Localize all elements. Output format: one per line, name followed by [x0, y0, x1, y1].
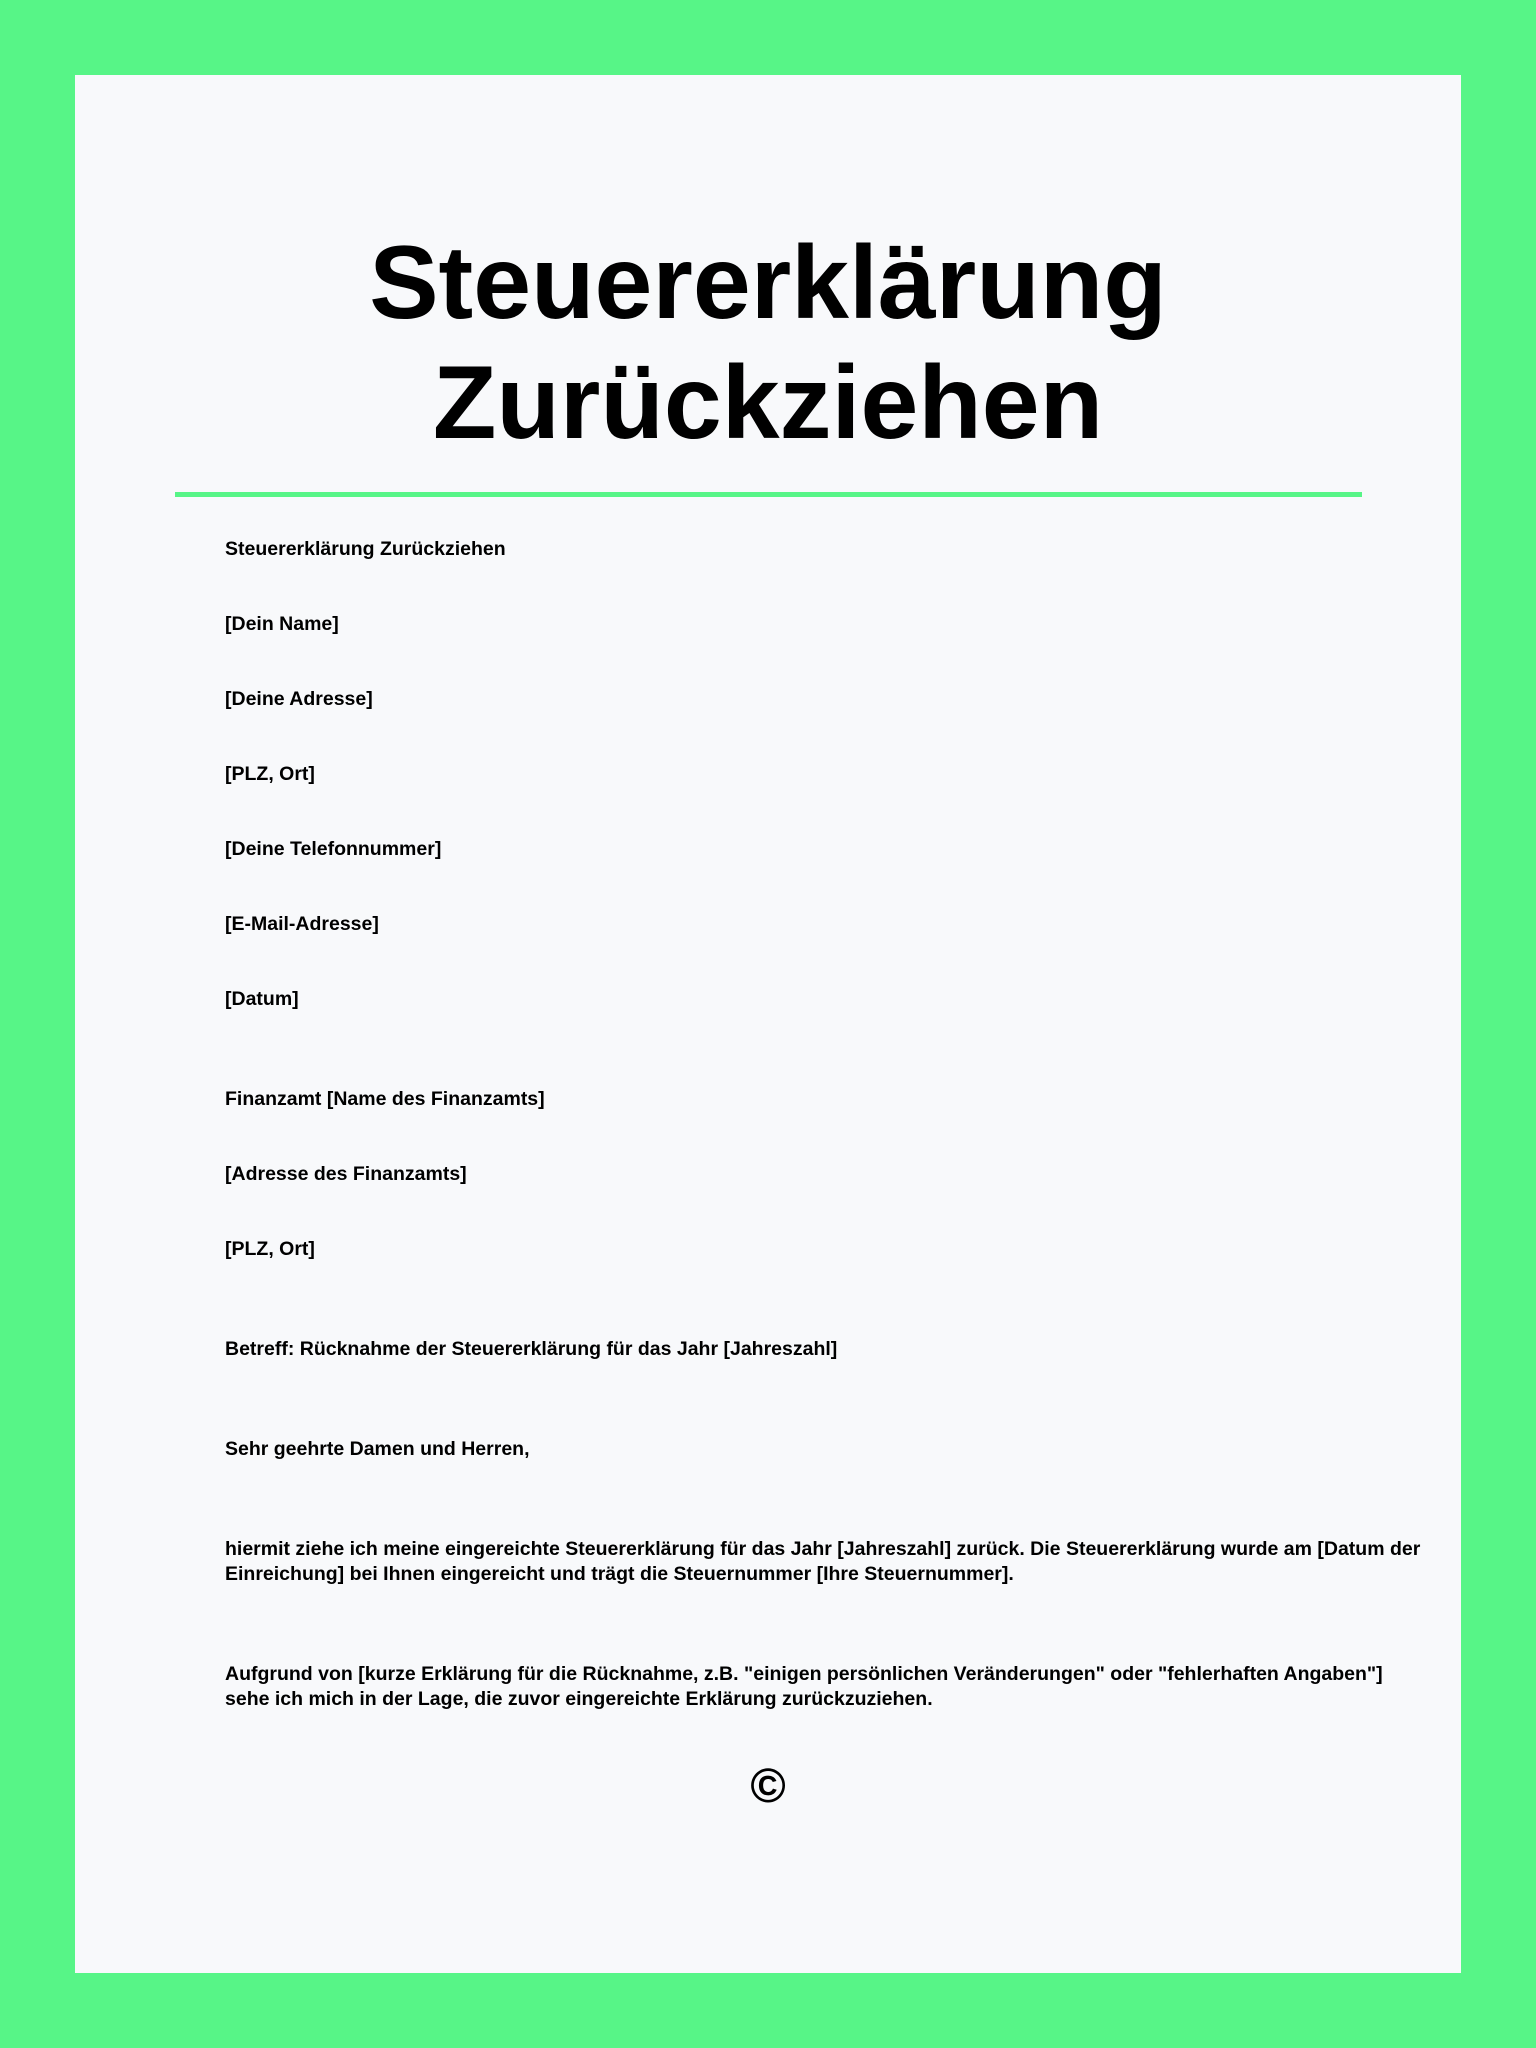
recipient-zip-city: [PLZ, Ort] [225, 1238, 315, 1260]
title-divider [175, 492, 1362, 497]
letter-salutation: Sehr geehrte Damen und Herren, [225, 1438, 530, 1460]
document-page [75, 75, 1461, 1973]
letter-paragraph-2: Aufgrund von [kurze Erklärung für die Rücknahme, z.B. "einigen persönlichen Veränderungen" oder "fehlerhaften Angaben"] sehe ich mich in der Lage, die zuvor eingereichte Erklärung zurückzuziehen. [225, 1663, 1383, 1710]
document-title [75, 223, 1461, 463]
letter-heading: Steuererklärung Zurückziehen [225, 538, 506, 560]
title-line-2: Zurückziehen [432, 345, 1104, 461]
sender-zip-city: [PLZ, Ort] [225, 763, 315, 785]
sender-address: [Deine Adresse] [225, 688, 373, 710]
recipient-office: Finanzamt [Name des Finanzamts] [225, 1088, 545, 1110]
letter-subject: Betreff: Rücknahme der Steuererklärung für das Jahr [Jahreszahl] [225, 1338, 838, 1360]
letter-date: [Datum] [225, 988, 299, 1010]
sender-phone: [Deine Telefonnummer] [225, 838, 442, 860]
letter-paragraph-1: hiermit ziehe ich meine eingereichte Steuererklärung für das Jahr [Jahreszahl] zurück. Die Steuererklärung wurde am [Datum der Einreichung] bei Ihnen eingereicht und trägt die Steuernummer [Ihre Steuernummer]. [225, 1538, 1421, 1585]
sender-name: [Dein Name] [225, 613, 339, 635]
copyright-icon: © [750, 1760, 786, 1813]
sender-email: [E-Mail-Adresse] [225, 913, 379, 935]
recipient-address: [Adresse des Finanzamts] [225, 1163, 467, 1185]
title-line-1: Steuererklärung [369, 225, 1167, 341]
